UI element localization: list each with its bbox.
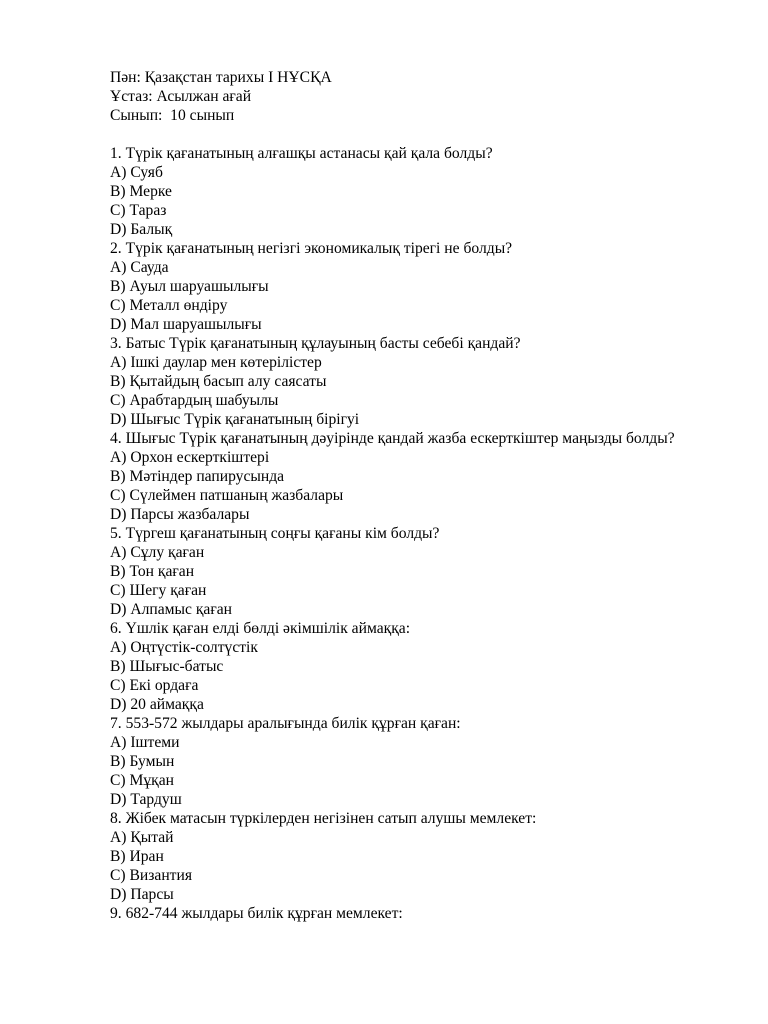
question-block (110, 809, 713, 904)
question-text: 7. 553-572 жылдары аралығында билік құрған қаған: (110, 715, 461, 732)
question-text: 3. Батыс Түрік қағанатының құлауының басты себебі қандай? (110, 335, 521, 352)
answer-option: A) Ішкі даулар мен көтерілістер (110, 354, 322, 371)
answer-option: D) Балық (110, 221, 173, 238)
question-text: 2. Түрік қағанатының негізгі экономикалық тірегі не болды? (110, 240, 513, 257)
answer-option: D) Шығыс Түрік қағанатының бірігуі (110, 411, 360, 428)
answer-option: C) Екі ордаға (110, 677, 199, 694)
answer-option: C) Металл өндіру (110, 297, 228, 314)
answer-option: A) Суяб (110, 164, 163, 181)
question-block (110, 714, 713, 809)
answer-options (110, 733, 713, 809)
question-block (110, 144, 713, 239)
teacher-line: Ұстаз: Асылжан ағай (110, 88, 252, 105)
answer-option: B) Мерке (110, 183, 172, 200)
answer-option: D) 20 аймаққа (110, 696, 204, 713)
answer-options (110, 448, 713, 524)
answer-options (110, 353, 713, 429)
answer-option: C) Византия (110, 867, 192, 884)
answer-option: C) Шегу қаған (110, 582, 207, 599)
answer-options (110, 163, 713, 239)
blank-line (110, 125, 713, 144)
question-block (110, 524, 713, 619)
question-text: 1. Түрік қағанатының алғашқы астанасы қай қала болды? (110, 145, 493, 162)
subject-line: Пән: Қазақстан тарихы І НҰСҚА (110, 69, 332, 86)
question-block (110, 619, 713, 714)
answer-option: B) Шығыс-батыс (110, 658, 224, 675)
question-block (110, 239, 713, 334)
answer-option: D) Парсы жазбалары (110, 506, 250, 523)
question-text: 9. 682-744 жылдары билік құрған мемлекет: (110, 905, 403, 922)
answer-options (110, 638, 713, 714)
question-block (110, 429, 713, 524)
answer-option: A) Сауда (110, 259, 169, 276)
question-text: 5. Түргеш қағанатының соңғы қағаны кім болды? (110, 525, 440, 542)
answer-options (110, 543, 713, 619)
question-list (110, 144, 713, 923)
answer-option: C) Арабтардың шабуылы (110, 392, 279, 409)
question-text: 4. Шығыс Түрік қағанатының дәуірінде қандай жазба ескерткіштер маңызды болды? (110, 430, 675, 447)
question-block (110, 334, 713, 429)
answer-option: D) Парсы (110, 886, 174, 903)
answer-option: D) Алпамыс қаған (110, 601, 232, 618)
answer-option: D) Тардуш (110, 791, 182, 808)
question-text: 8. Жібек матасын түркілерден негізінен сатып алушы мемлекет: (110, 810, 537, 827)
answer-options (110, 828, 713, 904)
answer-option: C) Сүлеймен патшаның жазбалары (110, 487, 344, 504)
question-block (110, 904, 713, 923)
answer-option: B) Тон қаған (110, 563, 195, 580)
answer-option: A) Оңтүстік-солтүстік (110, 639, 258, 656)
answer-option: C) Мұқан (110, 772, 174, 789)
answer-option: B) Мәтіндер папирусында (110, 468, 285, 485)
answer-option: B) Бумын (110, 753, 175, 770)
answer-option: A) Іштеми (110, 734, 180, 751)
document-page (110, 68, 713, 923)
answer-option: B) Ауыл шаруашылығы (110, 278, 269, 295)
answer-option: D) Мал шаруашылығы (110, 316, 262, 333)
answer-option: A) Орхон ескерткіштері (110, 449, 270, 466)
answer-option: B) Қытайдың басып алу саясаты (110, 373, 327, 390)
answer-option: A) Қытай (110, 829, 174, 846)
answer-option: A) Сұлу қаған (110, 544, 205, 561)
answer-options (110, 258, 713, 334)
question-text: 6. Үшлік қаған елді бөлді әкімшілік аймаққа: (110, 620, 411, 637)
answer-option: C) Тараз (110, 202, 167, 219)
grade-line: Сынып: 10 сынып (110, 107, 235, 124)
answer-option: B) Иран (110, 848, 164, 865)
